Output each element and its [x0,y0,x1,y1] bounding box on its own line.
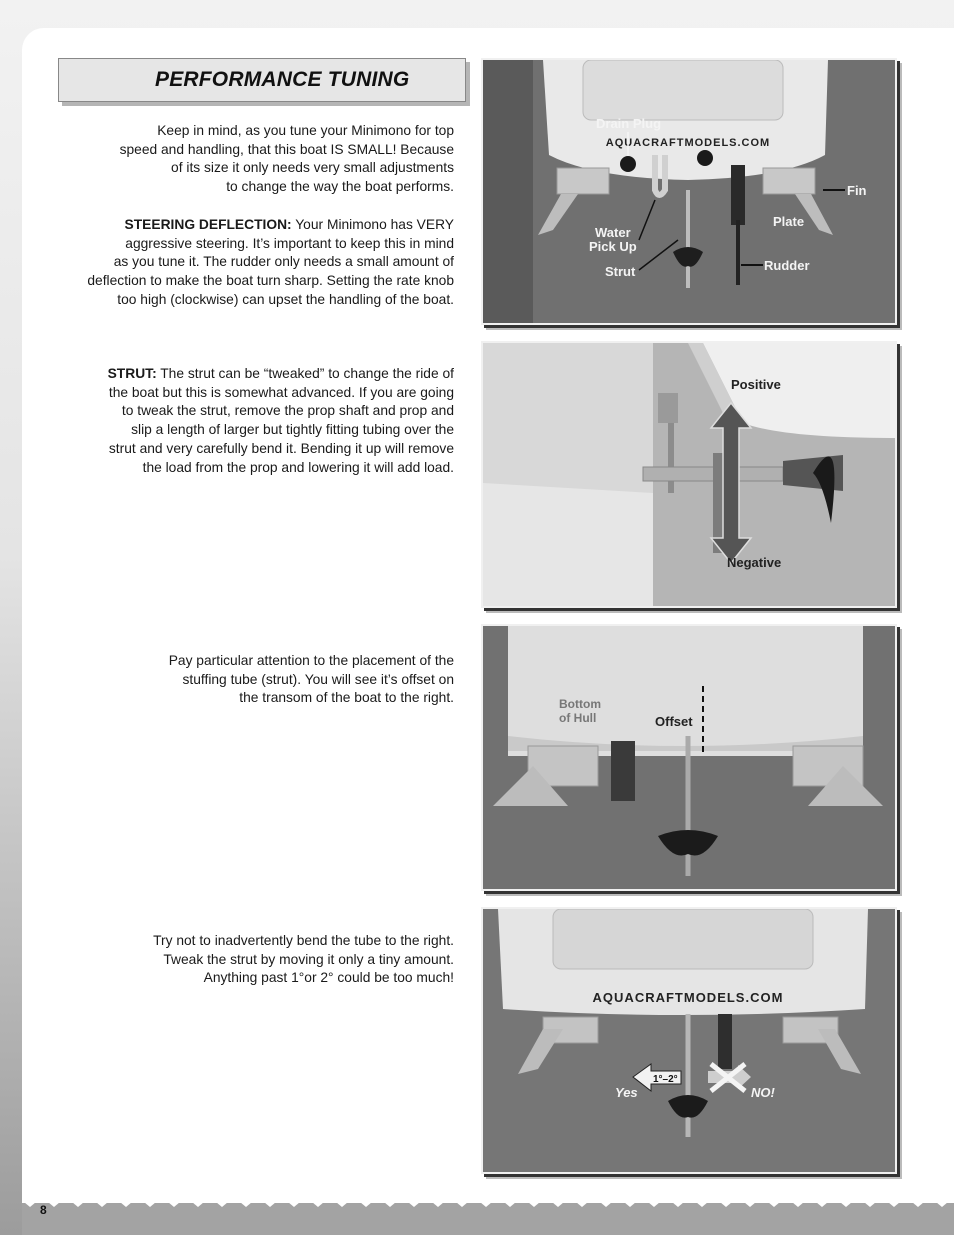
text-line: to change the way the boat performs. [226,179,454,195]
offset-paragraph [74,652,454,708]
steering-heading: STEERING DEFLECTION: [124,217,292,232]
text-line: the boat but this is somewhat advanced. If you are going [108,384,454,400]
drain-plug-label: Drain Plug [596,116,662,131]
strut-adjustment-illustration [483,343,895,606]
strut-angle-illustration [483,909,895,1172]
fin-label: Fin [847,183,867,198]
intro-paragraph [74,122,454,197]
brand-text: AQUACRAFTMODELS.COM [592,990,784,1005]
bend-paragraph [74,932,454,988]
text-line: deflection to make the boat turn sharp. Setting the rate knob [87,273,454,289]
text-line: as you tune it. The rudder only needs a small amount of [113,254,454,270]
bottom-of-hull-label-2: of Hull [559,711,597,725]
text-line: stuffing tube (strut). You will see it’s offset on [182,671,454,687]
positive-label: Positive [731,377,781,392]
transom-hardware-illustration [483,60,895,323]
strut-label: Strut [605,264,636,279]
strut-heading: STRUT: [107,366,157,381]
text-line: aggressive steering. It’s important to keep this in mind [125,235,454,251]
bottom-of-hull-label-1: Bottom [559,697,601,711]
text-line: the transom of the boat to the right. [239,690,454,706]
text-line: to tweak the strut, remove the prop shaft and prop and [121,403,454,419]
steering-paragraph [74,216,454,310]
text-fragment: Your Minimono has VERY [291,217,454,232]
text-line [74,216,454,235]
brand-text: AQUACRAFTMODELS.COM [605,137,771,149]
strut-paragraph [74,365,454,477]
text-line: speed and handling, that this boat IS SMALL! Because [119,141,454,157]
yes-label: Yes [615,1085,638,1100]
angle-label: 1°–2° [653,1074,678,1085]
text-line: of its size it only needs very small adjustments [171,160,454,176]
rudder-label: Rudder [764,258,810,273]
section-title-bar [58,58,466,102]
strut-adjustment-photo [481,341,897,608]
page-number: 8 [40,1203,47,1217]
water-pickup-label-1: Water [595,225,631,240]
text-line: Keep in mind, as you tune your Minimono for top [157,123,454,138]
offset-label: Offset [655,714,693,729]
strut-angle-photo [481,907,897,1174]
text-fragment: The strut can be “tweaked” to change the ride of [156,366,454,381]
transom-hardware-photo [481,58,897,325]
text-line: the load from the prop and lowering it will add load. [142,459,454,475]
text-line: too high (clockwise) can upset the handling of the boat. [117,291,454,307]
text-line: slip a length of larger but tightly fitting tubing over the [131,422,454,438]
text-line: strut and very carefully bend it. Bending it up will remove [108,440,454,456]
no-label: NO! [751,1085,775,1100]
section-title: PERFORMANCE TUNING [155,68,410,91]
hull-offset-photo [481,624,897,891]
hull-offset-illustration [483,626,895,889]
water-pickup-label-2: Pick Up [589,239,637,254]
footer-wave-band [22,1185,954,1235]
text-line: Tweak the strut by moving it only a tiny amount. [163,951,454,967]
text-line: Anything past 1°or 2° could be too much! [203,970,454,986]
text-line: Try not to inadvertently bend the tube to the right. [153,933,454,948]
plate-label: Plate [773,214,805,229]
text-line: Pay particular attention to the placement of the [168,653,454,668]
negative-label: Negative [727,555,782,570]
text-line [74,365,454,384]
